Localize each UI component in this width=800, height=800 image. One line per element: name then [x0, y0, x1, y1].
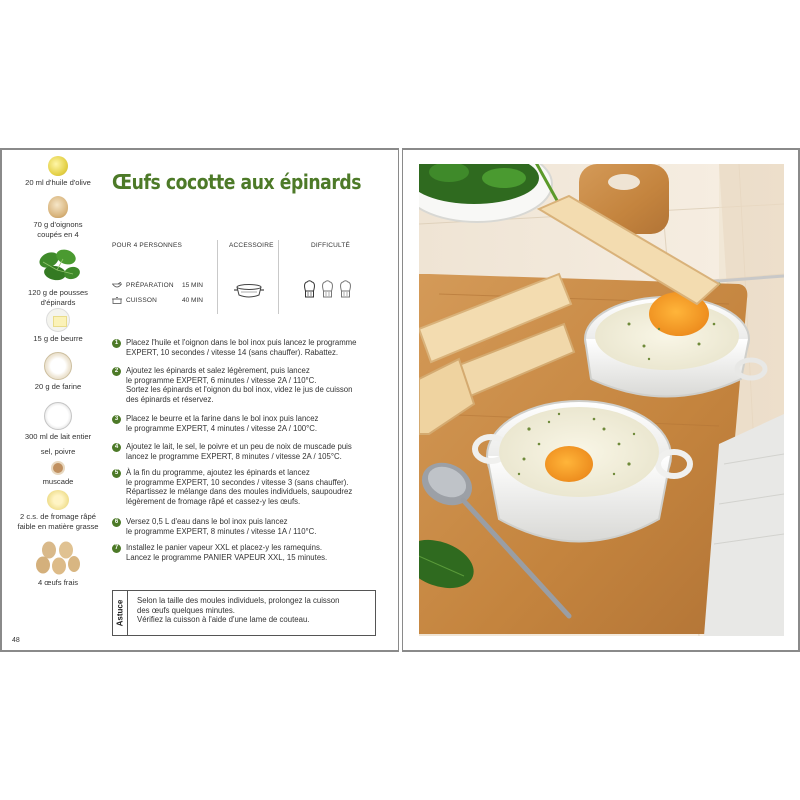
onion-icon: [48, 196, 68, 218]
cooking-time: 40 MIN: [182, 297, 203, 304]
milk-icon: [44, 402, 72, 430]
chef-hat-icon: [339, 280, 352, 299]
cooking-label: CUISSON: [126, 297, 158, 304]
chef-hat-icon: [321, 280, 334, 299]
recipe-photo: [419, 164, 784, 636]
ingredient-nutmeg: muscade: [8, 461, 108, 487]
right-page: [402, 148, 800, 652]
recipe-info-band: [112, 240, 372, 316]
step-text: Placez le beurre et la farine dans le bol inox puis lancez le programme EXPERT, 4 minutes / vitesse 2A / 100°C.: [126, 414, 319, 433]
step-number: 7: [112, 544, 121, 553]
ingredient-salt-pepper: sel, poivre: [40, 447, 76, 456]
ingredient-olive-oil: 20 ml d'huile d'olive: [8, 156, 108, 188]
tip-label-tab: [113, 591, 128, 635]
ingredient-butter: 15 g de beurre: [8, 308, 108, 344]
tip-text: Selon la taille des moules individuels, prolongez la cuisson des œufs quelques minutes. Vérifiez la cuisson à l'aide d'une lame de couteau.: [137, 596, 340, 625]
step-text: À la fin du programme, ajoutez les épinards et lancez le programme EXPERT, 10 secondes / vitesse 3 (sans chauffer). Répartissez le mélange dans des moules individuels, saupoudrez légèrement de fromage râpé et cassez-y les œufs.: [126, 468, 353, 506]
ingredient-spinach: 120 g de pousses d'épinards: [8, 246, 108, 308]
page-number: 48: [12, 637, 20, 644]
recipe-title: Œufs cocotte aux épinards: [112, 170, 362, 194]
tip-box: [112, 590, 376, 636]
step-number: 2: [112, 367, 121, 376]
steamer-basket-icon: [234, 282, 264, 300]
ingredient-flour: 20 g de farine: [8, 352, 108, 392]
step-text: Ajoutez le lait, le sel, le poivre et un peu de noix de muscade puis lancez le programme EXPERT, 8 minutes / vitesse 2A / 105°C.: [126, 442, 352, 461]
step-number: 3: [112, 415, 121, 424]
servings-label: POUR 4 PERSONNES: [112, 242, 183, 249]
butter-icon: [46, 308, 70, 332]
eggs-icon: [35, 540, 81, 576]
mixing-bowl-icon: [112, 282, 122, 289]
step-text: Installez le panier vapeur XXL et placez-y les ramequins. Lancez le programme PANIER VAPEUR XXL, 15 minutes.: [126, 543, 328, 562]
cooking-pot-icon: [112, 297, 122, 304]
left-page: [0, 148, 399, 652]
flour-icon: [44, 352, 72, 380]
olive-oil-icon: [48, 156, 68, 176]
spinach-icon: [33, 246, 83, 286]
ingredient-milk: 300 ml de lait entier: [8, 402, 108, 442]
ingredient-eggs: 4 œufs frais: [8, 540, 108, 588]
difficulty-label: DIFFICULTÉ: [311, 242, 351, 249]
step-text: Placez l'huile et l'oignon dans le bol inox puis lancez le programme EXPERT, 10 secondes / vitesse 14 (sans chauffer). Rabattez.: [126, 338, 357, 357]
step-number: 6: [112, 518, 121, 527]
accessory-label: ACCESSOIRE: [229, 242, 274, 249]
step-number: 1: [112, 339, 121, 348]
tip-label: Astuce: [115, 599, 125, 627]
step-number: 5: [112, 469, 121, 478]
step-text: Ajoutez les épinards et salez légèrement, puis lancez le programme EXPERT, 6 minutes / vitesse 2A / 110°C. Sortez les épinards et l'oignon du bol inox, videz le jus de cuisson des épinards et réservez.: [126, 366, 353, 404]
chef-hat-icon: [303, 280, 316, 299]
preparation-time: 15 MIN: [182, 282, 203, 289]
info-divider: [217, 240, 218, 314]
grated-cheese-icon: [47, 490, 69, 510]
nutmeg-icon: [51, 461, 65, 475]
step-text: Versez 0,5 L d'eau dans le bol inox puis lancez le programme EXPERT, 8 minutes / vitesse 1A / 110°C.: [126, 517, 317, 536]
ingredient-grated-cheese: 2 c.s. de fromage râpé faible en matière grasse: [8, 490, 108, 532]
ingredient-onion: 70 g d'oignons coupés en 4: [8, 196, 108, 240]
info-divider: [278, 240, 279, 314]
step-number: 4: [112, 443, 121, 452]
preparation-label: PRÉPARATION: [126, 282, 174, 289]
